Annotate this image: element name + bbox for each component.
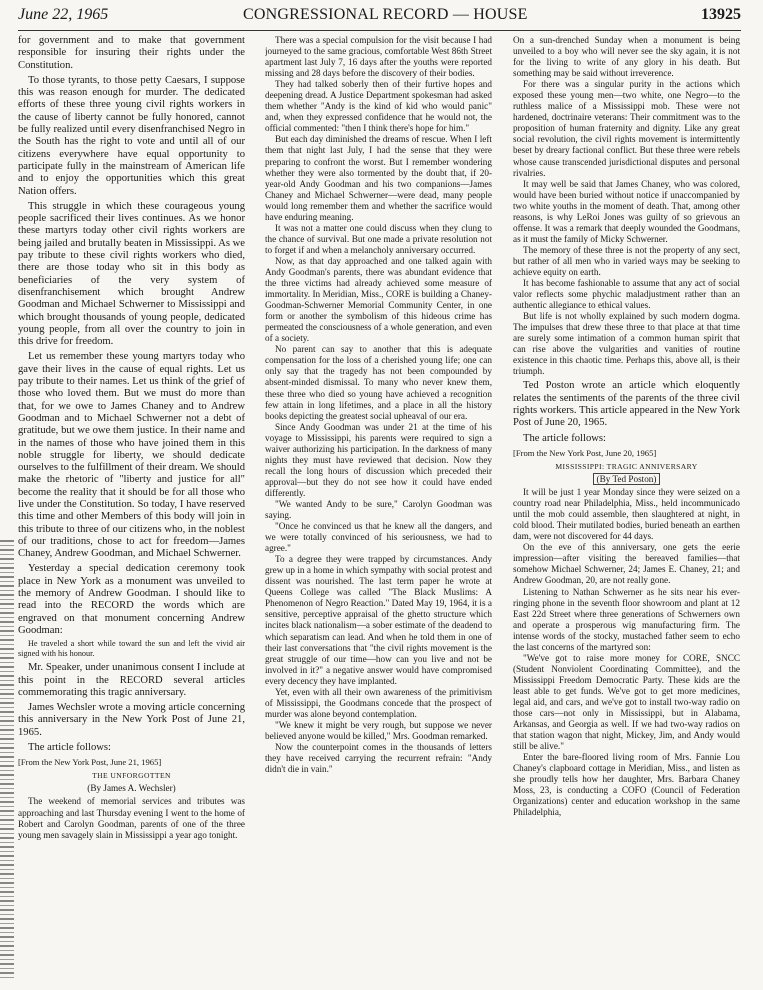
paragraph: They had talked soberly then of their furtive hopes and deepening dread. A Justice Department spokesman had asked them whether "Andy is the kind of kid who would panic" and, when they expressed confidence that he would not, the official commented: "then I think there's hope for him." xyxy=(265,79,492,134)
article-title: MISSISSIPPI: TRAGIC ANNIVERSARY xyxy=(555,461,698,471)
paragraph: Enter the bare-floored living room of Mrs. Fannie Lou Chaney's clapboard cottage in Meridian, Miss., and listen as she proudly tells how her daughter, Mrs. Barbara Chaney Moss, 23, is conducting a COFO (Council of Federation Organizations) center and education workshop in the same Philadelphia, xyxy=(513,752,740,818)
paragraph: "We've got to raise more money for CORE, SNCC (Student Nonviolent Coordinating Committee), and the Mississippi Freedom Democratic Party. These kids are the least able to get funds. We've got to get more medicines, legal aid, and cars, and we've got to install two-way radio on those cars—not only in Mississippi, but in Alabama, Arkansas, and Georgia as well. If we had two-way radios on that station wagon that night, Mickey, Jim, and Andy would still be alive." xyxy=(513,652,740,752)
paragraph: It may well be said that James Chaney, who was colored, would have been buried without notice if unaccompanied by two white youths in the moment of death. That, among other reasons, is why LeRoi Jones was guilty of so grievous an offense. It was a remark that deeply wounded the Goodmans, as it must the family of Micky Schwerner. xyxy=(513,178,740,244)
column-1 xyxy=(18,35,245,985)
header-date: June 22, 1965 xyxy=(18,6,109,23)
paragraph: Yet, even with all their own awareness of the primitivism of Mississippi, the Goodmans concede that the prospect of murder was alone beyond contemplation. xyxy=(265,686,492,719)
paragraph: Now, as that day approached and one talked again with Andy Goodman's parents, there was abundant evidence that the three victims had already achieved some measure of immortality. In Meridian, Miss., CORE is building a Chaney-Goodman-Schwerner Memorial Community Center, in one form or another the symbolism of this hideous crime has permeated the consciousness of a whole generation, and even of a society. xyxy=(265,255,492,344)
paragraph: "We knew it might be very rough, but suppose we never believed anyone would be killed," Mrs. Goodman remarked. xyxy=(265,719,492,741)
paragraph: It has become fashionable to assume that any act of social valor reflects some phychic maladjustment rather than an authentic allegiance to ethical values. xyxy=(513,278,740,311)
paragraph: This struggle in which these courageous young people sacrificed their lives continues. As we honor these martyrs today other civil rights workers are being jailed and brutally beaten in Mississippi. As we pay tribute to these civil rights workers who died, there are those today who sit in this body as beneficiaries of the very system of disenfranchisement which brought Andrew Goodman and Michael Schwerner to Mississippi and which brought thousands of young people, dedicated young people, from all over the country to join in this drive for freedom. xyxy=(18,200,245,348)
column-3 xyxy=(513,35,740,985)
paragraph: There was a special compulsion for the visit because I had journeyed to the same gracious, comfortable West 86th Street apartment last July 7, 16 days after the youths were reported missing and 28 days before the discovery of their bodies. xyxy=(265,35,492,79)
paragraph: But each day diminished the dreams of rescue. When I left them that night last July, I had the sense that they were preparing to confront the worst. But I remember wondering whether they were also tormented by the doubt that, if 20-year-old Andy Goodman and his two companions—James Chaney and Michael Schwerner—were dead, many people would long remember them and whether the sacrifice would have enduring meaning. xyxy=(265,134,492,222)
article-source: [From the New York Post, June 20, 1965] xyxy=(513,447,657,458)
article-byline: (By James A. Wechsler) xyxy=(87,783,176,794)
column-2 xyxy=(265,35,492,985)
paragraph: The article follows: xyxy=(28,742,111,754)
paragraph: To a degree they were trapped by circumstances. Andy grew up in a home in which sympathy with social protest and dissent was nourished. The last term paper he wrote at Queens College was called "The Black Muslims: A Phenomenon of Negro Reaction." Dated May 19, 1964, it is a sensitive, perceptive appraisal of the ghetto structure which incites black nationalism—a sober estimate of the deadend to which separatism can lead. And when he told them in one of their last conversations that "the civil rights movement is the great struggle of our time—how can you live and not be involved in it?" a negative answer would have compromised every decency they have implanted. xyxy=(265,554,492,686)
paragraph: James Wechsler wrote a moving article concerning this anniversary in the New York Post of June 21, 1965. xyxy=(18,702,245,738)
article-byline xyxy=(513,474,740,485)
paragraph: Let us remember these young martyrs today who gave their lives in the cause of equal rights. Let us pay tribute to their names. Let us think of the grief of those who loved them. But we must do more than that, for we owe to James Chaney and to Andrew Goodman and to Michael Schwerner not a debt of gratitude, but we owe them justice. In their name and in the names of those who have joined them in this noble struggle for liberty, we should dedicate ourselves to the fulfillment of their dream. We should make the rhetoric of "liberty and justice for all" become the reality that it should be for all those who live under the Constitution. So today, I have reserved this time and other Members of this body will join in this tribute to three of our citizens who, in the noblest of our traditions, chose to act for freedom—James Chaney, Andrew Goodman, and Michael Schwerner. xyxy=(18,351,245,560)
header-rule xyxy=(18,30,741,31)
paragraph: "We wanted Andy to be sure," Carolyn Goodman was saying. xyxy=(265,498,492,521)
byline-text: (By Ted Poston) xyxy=(593,473,661,485)
paragraph: Now the counterpoint comes in the thousands of letters they have received carrying the recurrent refrain: "Andy didn't die in vain." xyxy=(265,742,492,775)
paragraph: It will be just 1 year Monday since they were seized on a country road near Philadelphia, Miss., held incommunicado until the mob could assemble, then slaughtered at night, in cold blood. Their mutilated bodies, buried beneath an earthen dam, were not discovered for 44 days. xyxy=(513,487,740,542)
article-title: THE UNFORGOTTEN xyxy=(92,771,171,781)
paragraph: It was not a matter one could discuss when they clung to the chance of survival. But one made a private resolution not to forget if and when a melancholy anniversary occurred. xyxy=(265,222,492,255)
article-source: [From the New York Post, June 21, 1965] xyxy=(18,757,162,768)
paragraph: On a sun-drenched Sunday when a monument is being unveiled to a boy who will never see the sky again, it is not for the living to write of any glory in his death. But something may be said without irreverence. xyxy=(513,35,740,79)
header-page-number: 13925 xyxy=(701,6,741,23)
paragraph: On the eve of this anniversary, one gets the eerie impression—after visiting the bereaved families—that somehow Michael Schwerner, 24; James E. Chaney, 21; and Andrew Goodman, 20, are not really gone. xyxy=(513,542,740,586)
paragraph: The weekend of memorial services and tributes was approaching and last Thursday evening I went to the home of Robert and Carolyn Goodman, parents of one of the three young men savagely slain in Mississippi a year ago tonight. xyxy=(18,796,245,840)
paragraph: But life is not wholly explained by such modern dogma. The impulses that drew these three to that place at that time are surely some intimation of a common human spirit that can rise above the vulgarities and vanities of routine existence in this chaotic time. Perhaps this, above all, is their triumph. xyxy=(513,311,740,377)
paragraph: For there was a singular purity in the actions which exposed these young men—two white, one Negro—to the ruthless malice of a Mississippi mob. These were not hardened, doctrinaire veterans: Their commitment was to the proposition of human fraternity and dignity. Like any great social revolution, the civil rights movement is intermittently beset by dreary factional conflict. But these three were rebels whose cause transcended jurisdictional disputes and personal rivalries. xyxy=(513,79,740,178)
paragraph: No parent can say to another that this is adequate compensation for the loss of a cherished young life; one can only say that the tragedy has not been compounded by absent-minded dismissal. To many who never knew them, these three who died so young have achieved a recognition few attain in long lifetimes, and a place in all the history books depicting the greatest social upheaval of our era. xyxy=(265,344,492,421)
paragraph: Since Andy Goodman was under 21 at the time of his voyage to Mississippi, his parents were required to sign a waiver authorizing his participation. In the darkness of many nights they must have reviewed that decision. Now they recall the long hours of discussion which preceded their approval—but they do not see how it could have ended differently. xyxy=(265,421,492,498)
paragraph: Listening to Nathan Schwerner as he sits near his ever-ringing phone in the seventh floor showroom and plant at 12 East 22d Street where three generations of Schwerners own and operate a prosperous wig manufacturing firm. The intense words of the stocky, mustached father seem to echo the last concerns of the martyred son: xyxy=(513,586,740,652)
page-header xyxy=(18,6,741,32)
paragraph: Ted Poston wrote an article which eloquently relates the sentiments of the parents of the three civil rights workers. This article appeared in the New York Post of June 20, 1965. xyxy=(513,380,740,429)
paragraph: Mr. Speaker, under unanimous consent I include at this point in the RECORD several articles commemorating this tragic anniversary. xyxy=(18,662,245,698)
binding-edge-marks xyxy=(0,540,14,980)
paragraph: Yesterday a special dedication ceremony took place in New York as a monument was unveiled to the memory of Andrew Goodman. I should like to read into the RECORD the words which are engraved on that monument concerning Andrew Goodman: xyxy=(18,563,245,636)
header-title: CONGRESSIONAL RECORD — HOUSE xyxy=(243,6,528,23)
paragraph: The memory of these three is not the property of any sect, but rather of all men who in varied ways may be seeking to achieve equity on earth. xyxy=(513,244,740,277)
paragraph: To those tyrants, to those petty Caesars, I suppose this was reason enough for murder. The dedicated efforts of these three young civil rights workers in the cause of liberty cannot be fully honored, cannot be fully realized until every disenfranchised Negro in the South has the right to vote and until all of our citizens everywhere have equal opportunity to participate fully in the mainstream of American life and to enjoy the opportunities which this great Nation offers. xyxy=(18,74,245,197)
paragraph: for government and to make that government responsible for insuring their rights under the Constitution. xyxy=(18,35,245,71)
paragraph: "Once he convinced us that he knew all the dangers, and we were totally convinced of his seriousness, we had to agree." xyxy=(265,521,492,554)
monument-quote: He traveled a short while toward the sun and left the vivid air signed with his honour. xyxy=(18,639,245,659)
paragraph: The article follows: xyxy=(523,432,606,444)
